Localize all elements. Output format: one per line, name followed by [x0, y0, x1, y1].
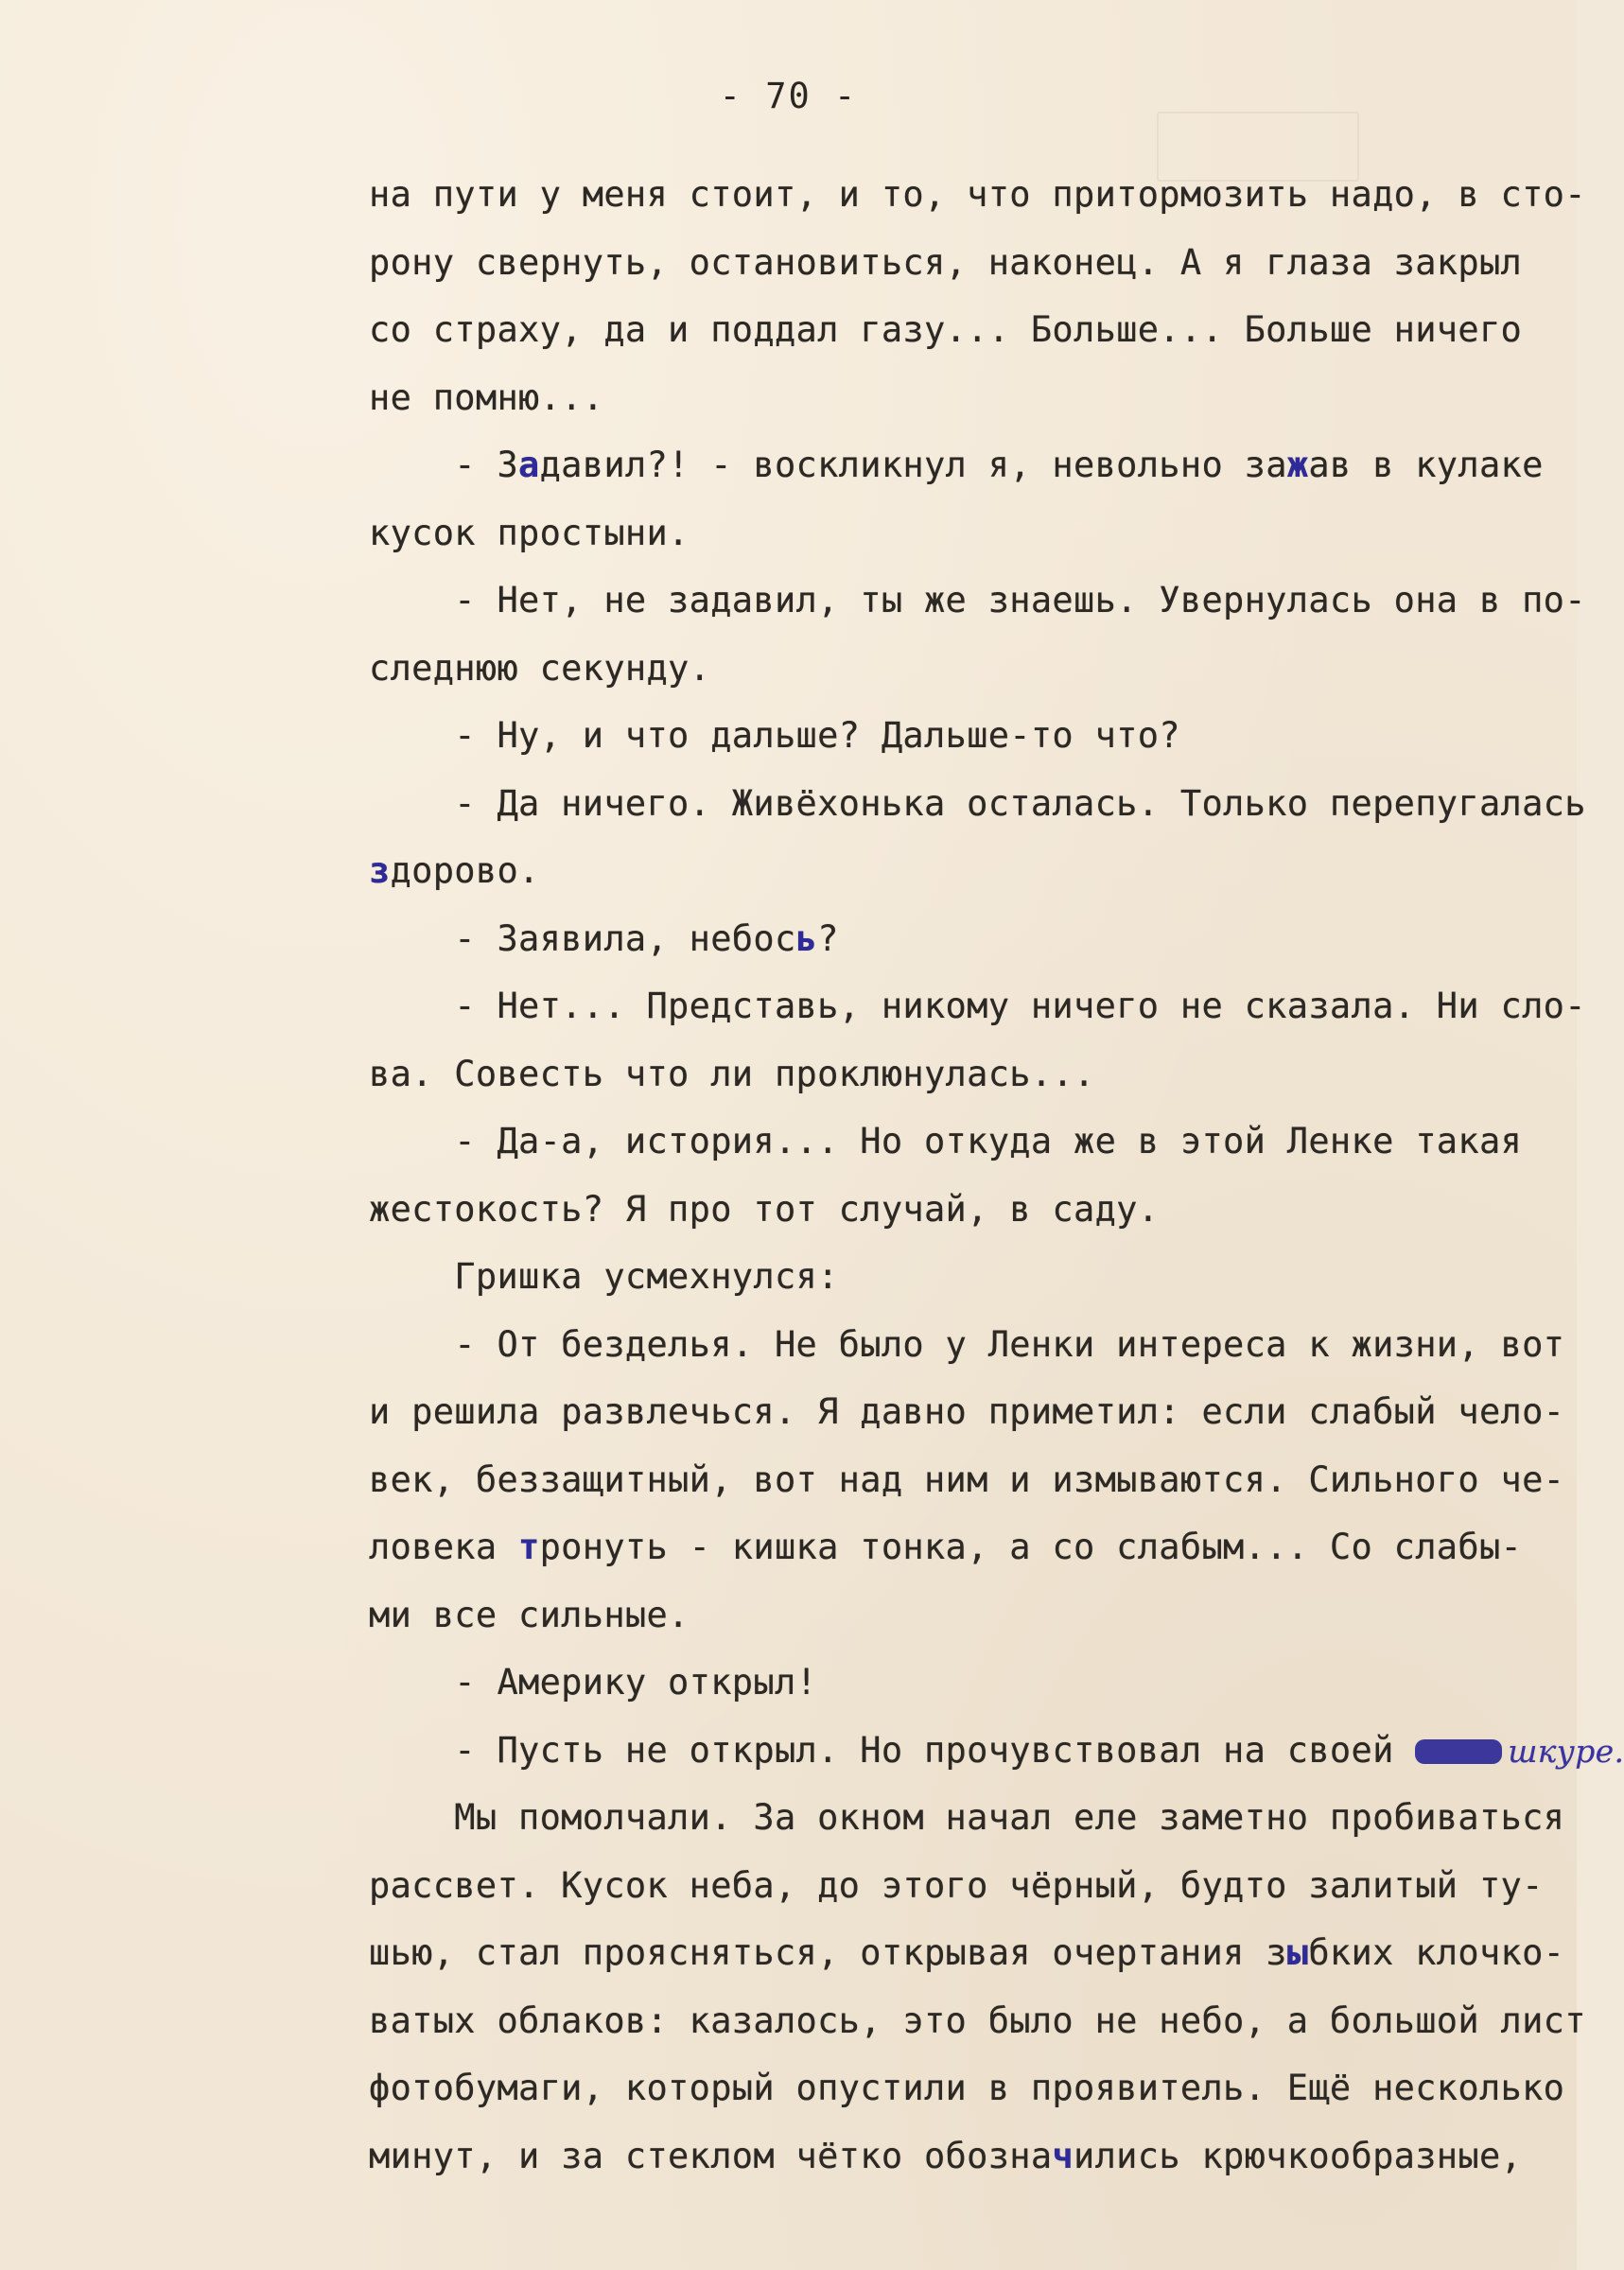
text-line	[369, 2122, 1561, 2191]
text-line	[369, 837, 1561, 905]
typed-text: давил?! - воскликнул я, невольно за	[539, 445, 1287, 485]
text-line	[369, 431, 1561, 499]
text-line	[369, 905, 1561, 973]
page-number: - 70 -	[719, 76, 858, 116]
typed-text: - З	[369, 445, 519, 485]
text-line	[369, 702, 1561, 770]
text-line	[369, 2054, 1565, 2122]
typed-text: Гришка усмехнулся:	[369, 1256, 839, 1297]
typed-text: со страху, да и поддал газу... Больше... Больше ничего	[369, 309, 1523, 350]
typed-text: бких клочко-	[1308, 1932, 1565, 1973]
ink-letter-correction: а	[518, 445, 540, 485]
typed-text: ватых облаков: казалось, это было не небо, а большой лист	[369, 1999, 1586, 2041]
text-line	[369, 972, 1586, 1040]
typed-text: ва. Совесть что ли проклюнулась...	[369, 1053, 1095, 1094]
typed-text: - Пусть не открыл. Но прочувствовал на своей	[369, 1729, 1416, 1771]
typed-text: не помню...	[369, 376, 604, 418]
typed-text: - Америку открыл!	[369, 1662, 818, 1702]
text-line	[369, 1108, 1561, 1176]
text-line	[369, 229, 1561, 297]
text-line	[369, 364, 1561, 432]
typed-text: шью, стал проясняться, открывая очертания з	[369, 1932, 1287, 1973]
typed-text: кусок простыни.	[369, 512, 690, 553]
text-line	[369, 1649, 1561, 1717]
typed-text: - Да ничего. Живёхонька осталась. Только перепугалась	[369, 782, 1586, 824]
text-line	[369, 296, 1561, 364]
text-line	[369, 1513, 1561, 1581]
text-line	[369, 1040, 1561, 1109]
typed-text: ились крючкообразные,	[1074, 2135, 1523, 2176]
text-line	[369, 770, 1586, 838]
ink-letter-correction: з	[369, 850, 391, 891]
ink-letter-correction: ж	[1286, 445, 1309, 485]
typed-text: - Нет... Представь, никому ничего не сказала. Ни сло-	[369, 986, 1586, 1026]
ink-letter-correction: ы	[1286, 1932, 1309, 1973]
ink-letter-correction: ь	[795, 917, 818, 959]
typed-text: ловека	[369, 1527, 519, 1567]
typed-text: - Заявила, небос	[369, 917, 796, 959]
text-line	[369, 1446, 1565, 1514]
typed-text: рассвет. Кусок неба, до этого чёрный, будто залитый ту-	[369, 1864, 1544, 1906]
typed-text: - Ну, и что дальше? Дальше-то что?	[369, 715, 1180, 756]
typed-text: - Нет, не задавил, ты же знаешь. Увернулась она в по-	[369, 580, 1586, 620]
ink-blot-correction	[1415, 1739, 1502, 1764]
text-line	[369, 1311, 1565, 1379]
typed-text: ав в кулаке	[1308, 445, 1544, 485]
text-line	[369, 1852, 1561, 1920]
text-line	[369, 567, 1586, 635]
text-line	[369, 1378, 1565, 1446]
typed-text: ронуть - кишка тонка, а со слабым... Со слабы-	[539, 1527, 1523, 1567]
typed-text: - Да-а, история... Но откуда же в этой Ленке такая	[369, 1121, 1523, 1161]
typed-text: рону свернуть, остановиться, наконец. А я глаза закрыл	[369, 241, 1523, 283]
text-line	[369, 1717, 1624, 1785]
typed-text: ми все сильные.	[369, 1594, 690, 1635]
ink-letter-correction: ч	[1052, 2135, 1074, 2176]
text-line	[369, 635, 1561, 703]
text-line	[369, 499, 1561, 568]
typed-text: на пути у меня стоит, и то, что притормозить надо, в сто-	[369, 174, 1586, 215]
typed-text: Мы помолчали. За окном начал еле заметно пробиваться	[369, 1797, 1565, 1838]
handwritten-correction: шкуре.	[1508, 1732, 1624, 1770]
typed-text: - От безделья. Не было у Ленки интереса к жизни, вот	[369, 1323, 1565, 1365]
text-line	[369, 1987, 1586, 2055]
text-line	[369, 1243, 1561, 1311]
text-line	[369, 1581, 1561, 1650]
text-line	[369, 1919, 1565, 1987]
text-line	[369, 1176, 1561, 1244]
typed-text: век, беззащитный, вот над ним и измываются. Сильного че-	[369, 1458, 1565, 1500]
typed-text: ?	[817, 917, 839, 959]
typewritten-text-body	[369, 161, 1624, 2190]
typed-text: следнюю секунду.	[369, 647, 711, 689]
text-line	[369, 161, 1586, 229]
text-line	[369, 1784, 1565, 1852]
typed-text: минут, и за стеклом чётко обозна	[369, 2135, 1053, 2176]
ink-letter-correction: т	[518, 1527, 540, 1567]
typed-text: дорово.	[390, 850, 540, 891]
typed-text: и решила развлечься. Я давно приметил: если слабый чело-	[369, 1391, 1565, 1432]
typed-text: фотобумаги, который опустили в проявитель. Ещё несколько	[369, 2068, 1565, 2108]
typed-text: жестокость? Я про тот случай, в саду.	[369, 1188, 1160, 1230]
